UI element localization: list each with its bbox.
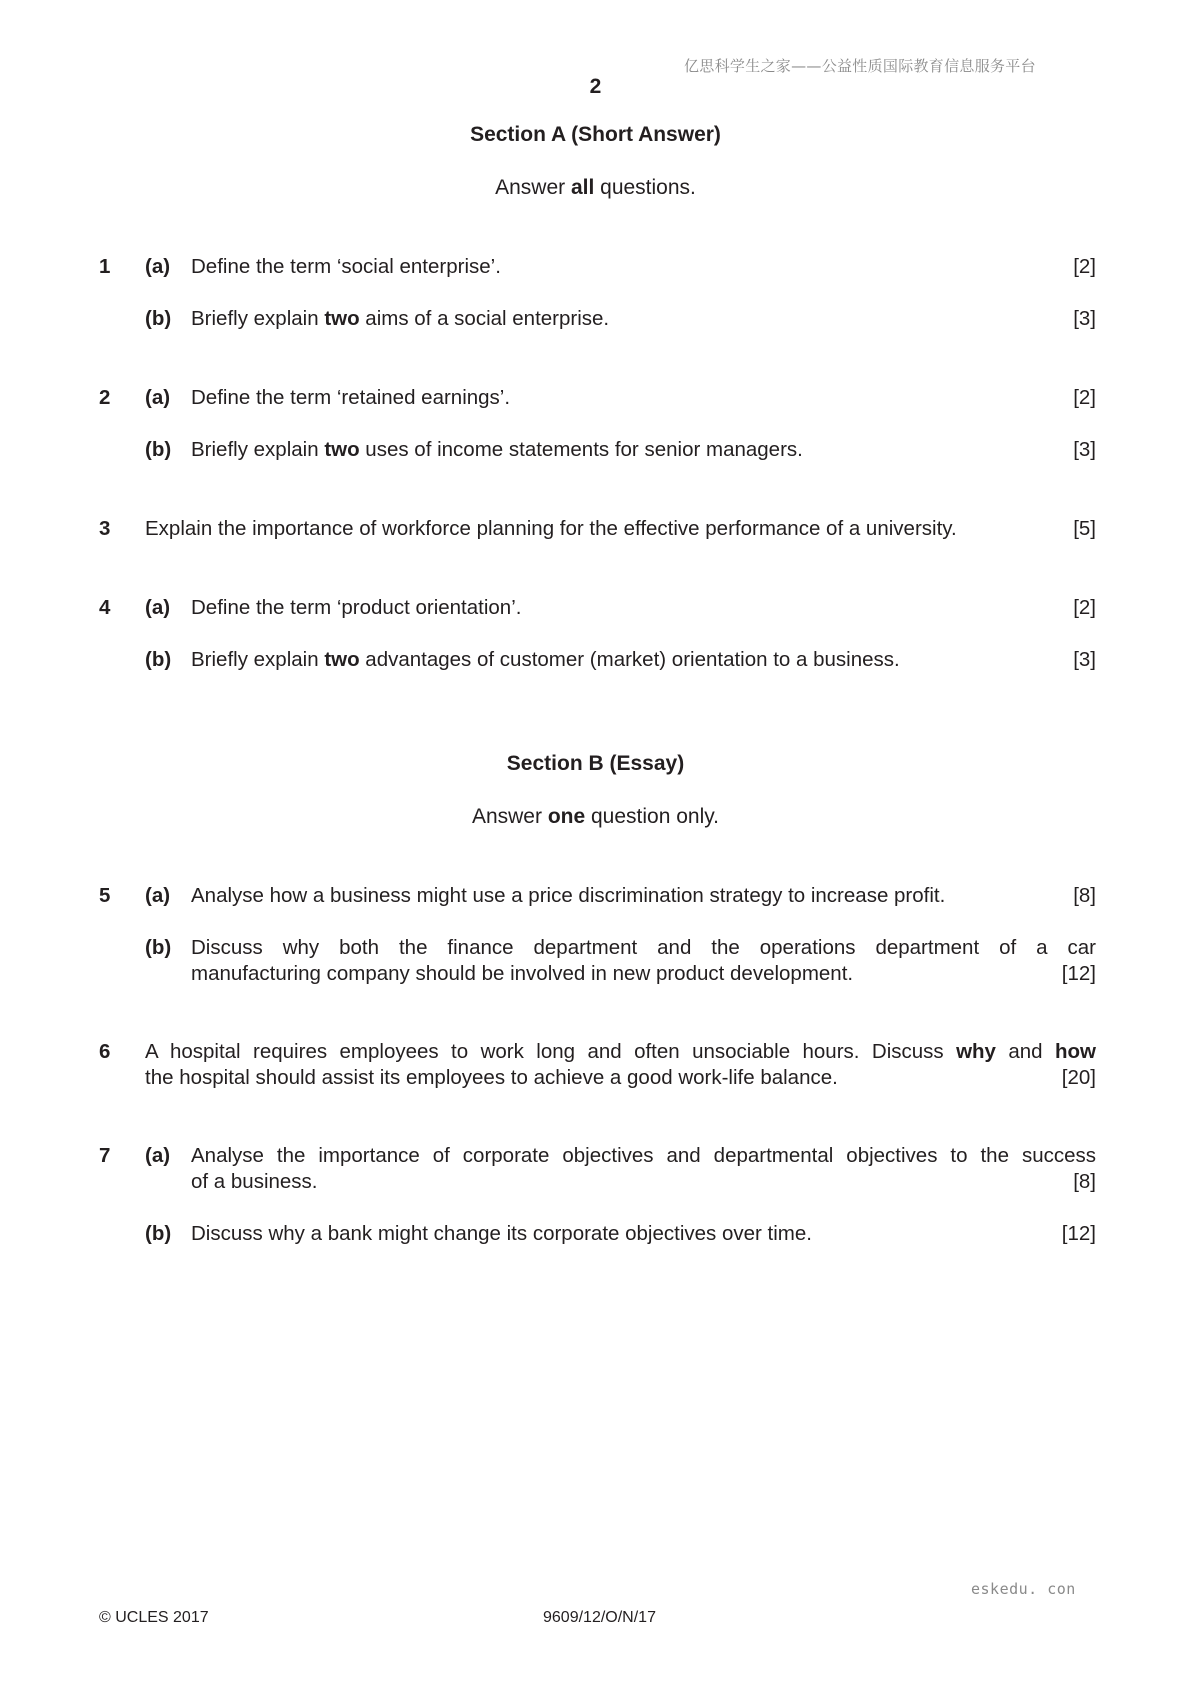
question-number: 7 xyxy=(99,1144,111,1167)
question-text: Define the term ‘retained earnings’. xyxy=(191,386,511,409)
emphasis: how xyxy=(1055,1040,1096,1063)
header-watermark: 亿思科学生之家——公益性质国际教育信息服务平台 xyxy=(684,57,1036,75)
question-text-part: Briefly explain xyxy=(191,438,325,461)
marks: [3] xyxy=(1073,648,1096,671)
question-text: Define the term ‘social enterprise’. xyxy=(191,255,501,278)
footer-watermark: eskedu. con xyxy=(971,1580,1076,1598)
part-label: (a) xyxy=(145,884,171,907)
emphasis: why xyxy=(956,1040,996,1063)
section-b-title: Section B (Essay) xyxy=(506,752,685,775)
instruction-text: Answer xyxy=(471,805,548,828)
section-b-instruction xyxy=(0,805,1191,829)
question-number: 1 xyxy=(99,255,111,278)
question-text-part: aims of a social enterprise. xyxy=(359,307,610,330)
instruction-text: question only. xyxy=(585,805,720,828)
marks: [8] xyxy=(1073,884,1096,907)
question-text: Analyse how a business might use a price discrimination strategy to increase profit. xyxy=(191,884,946,907)
emphasis: two xyxy=(324,307,360,330)
question-text-line xyxy=(145,1065,1096,1091)
question-text-line xyxy=(145,1039,1096,1065)
marks: [12] xyxy=(1061,1222,1096,1245)
marks: [12] xyxy=(1061,962,1096,985)
part-label: (b) xyxy=(145,1222,172,1245)
question-text-line xyxy=(191,1169,1096,1195)
instruction-emphasis: all xyxy=(570,176,595,199)
marks: [2] xyxy=(1073,255,1096,278)
question-text-part: Briefly explain xyxy=(191,648,325,671)
marks: [3] xyxy=(1073,438,1096,461)
marks: [2] xyxy=(1073,596,1096,619)
page-number: 2 xyxy=(589,75,602,98)
question-text: Define the term ‘product orientation’. xyxy=(191,596,522,619)
marks: [8] xyxy=(1073,1170,1096,1193)
question-number: 6 xyxy=(99,1040,111,1063)
question-text-part: A hospital requires employees to work long and often unsociable hours. Discuss xyxy=(145,1040,957,1063)
question-text-part: advantages of customer (market) orientation to a business. xyxy=(359,648,900,671)
instruction-text: Answer xyxy=(495,176,571,199)
question-text-line: Analyse the importance of corporate objectives and departmental objectives to the success xyxy=(191,1144,1096,1167)
marks: [3] xyxy=(1073,307,1096,330)
question-text-part: of a business. xyxy=(191,1170,318,1193)
question-text-part: Briefly explain xyxy=(191,307,325,330)
section-a-title: Section A (Short Answer) xyxy=(470,123,721,146)
question-text-part: manufacturing company should be involved in new product development. xyxy=(191,962,854,985)
part-label: (a) xyxy=(145,596,171,619)
emphasis: two xyxy=(324,438,360,461)
footer-copyright: © UCLES 2017 xyxy=(99,1609,209,1626)
question-number: 4 xyxy=(99,596,111,619)
question-text: Explain the importance of workforce planning for the effective performance of a university. xyxy=(145,517,957,540)
marks: [2] xyxy=(1073,386,1096,409)
marks: [20] xyxy=(1061,1066,1096,1089)
part-label: (b) xyxy=(145,307,172,330)
question-text xyxy=(191,306,1096,332)
part-label: (a) xyxy=(145,1144,171,1167)
part-label: (a) xyxy=(145,386,171,409)
emphasis: two xyxy=(324,648,360,671)
part-label: (b) xyxy=(145,936,172,959)
instruction-emphasis: one xyxy=(547,805,586,828)
footer-paper-code: 9609/12/O/N/17 xyxy=(543,1609,656,1626)
question-text: Discuss why a bank might change its corporate objectives over time. xyxy=(191,1222,812,1245)
question-text xyxy=(191,935,1096,987)
question-text-part: and xyxy=(995,1040,1055,1063)
question-text xyxy=(191,647,1096,673)
part-label: (a) xyxy=(145,255,171,278)
instruction-text: questions. xyxy=(594,176,696,199)
section-a-instruction xyxy=(0,176,1191,200)
question-number: 5 xyxy=(99,884,111,907)
question-text-part: the hospital should assist its employees to achieve a good work-life balance. xyxy=(145,1066,838,1089)
marks: [5] xyxy=(1073,517,1096,540)
question-text xyxy=(191,1143,1096,1195)
question-text-line xyxy=(191,961,1096,987)
question-number: 3 xyxy=(99,517,111,540)
part-label: (b) xyxy=(145,438,172,461)
question-text-line: Discuss why both the finance department and the operations department of a car xyxy=(191,936,1096,959)
question-text xyxy=(145,1039,1096,1091)
question-text xyxy=(191,437,1096,463)
part-label: (b) xyxy=(145,648,172,671)
question-text-part: uses of income statements for senior managers. xyxy=(359,438,803,461)
question-number: 2 xyxy=(99,386,111,409)
